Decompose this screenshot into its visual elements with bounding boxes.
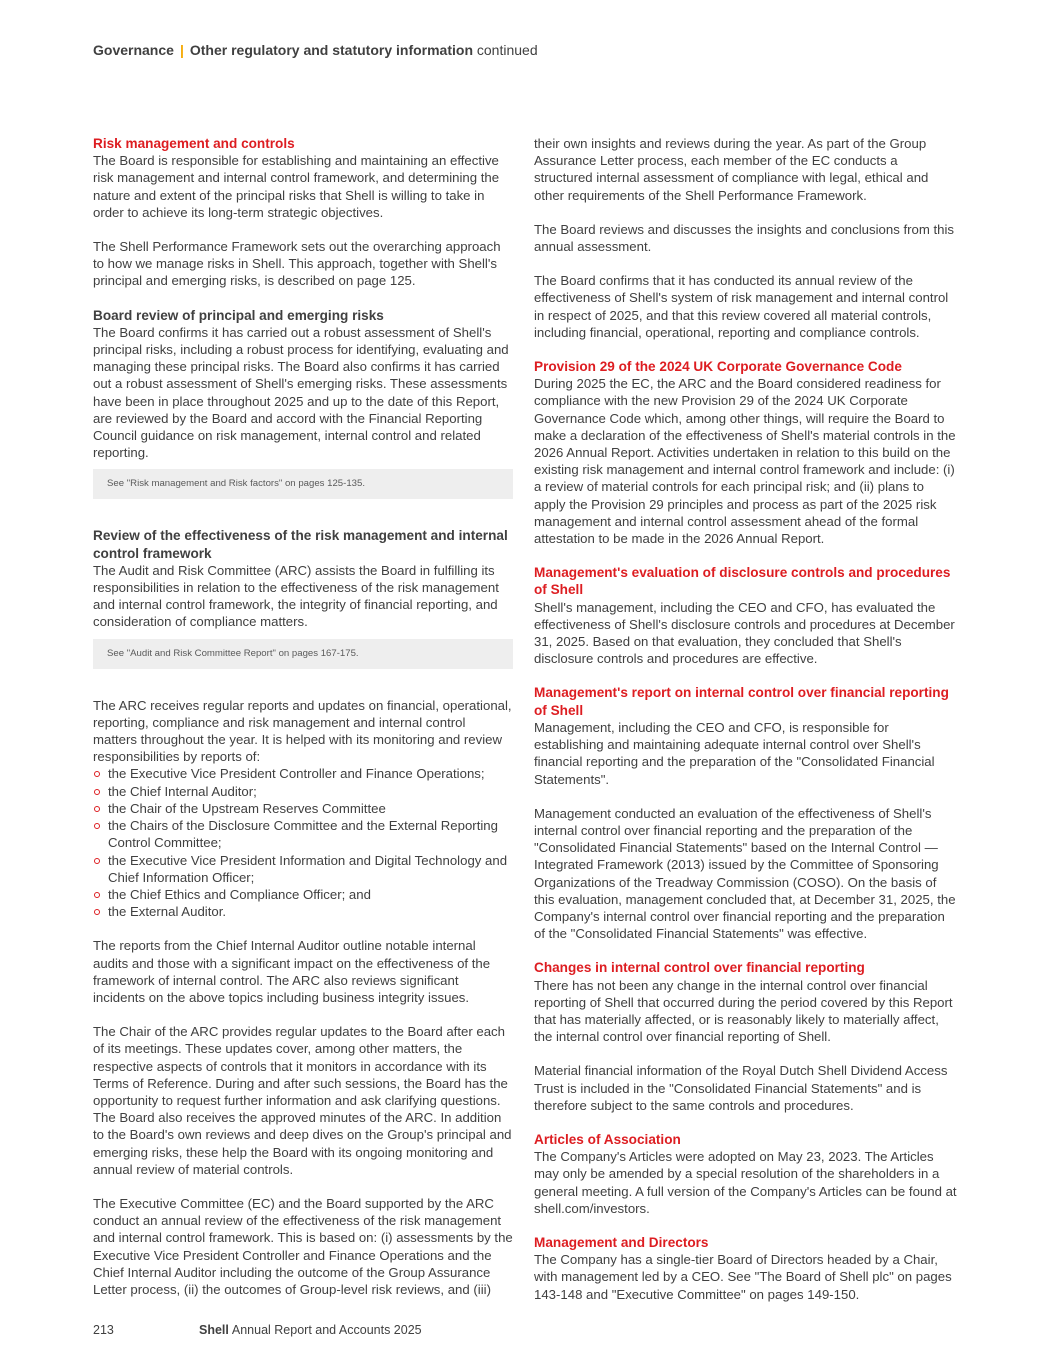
list-item: the Chairs of the Disclosure Committee and the External Reporting Control Committee; — [93, 817, 513, 851]
left-column — [93, 135, 513, 1315]
paragraph: The Company has a single-tier Board of Directors headed by a Chair, with management led by a CEO. See "The Board of Shell plc" on pages 143-148 and "Executive Committee" on pages 149-150. — [534, 1252, 952, 1302]
list-item: the Chief Ethics and Compliance Officer; and — [93, 886, 513, 903]
page-number: 213 — [93, 1323, 114, 1337]
heading-risk-management: Risk management and controls — [93, 136, 295, 151]
list-item: the Executive Vice President Information and Digital Technology and Chief Information Officer; — [93, 852, 513, 886]
list-item: the Executive Vice President Controller and Finance Operations; — [93, 765, 513, 782]
brand-name: Shell — [199, 1323, 229, 1337]
list-item: the Chair of the Upstream Reserves Committee — [93, 800, 513, 817]
paragraph: The Board confirms that it has conducted its annual review of the effectiveness of Shell's system of risk management and internal control in respect of 2025, and that this review covered all material controls, including financial, operational, reporting and compliance controls. — [534, 273, 949, 340]
paragraph: The Shell Performance Framework sets out the overarching approach to how we manage risks in Shell. This approach, together with Shell's principal and emerging risks, is described on page 125. — [93, 239, 501, 289]
paragraph: The reports from the Chief Internal Auditor outline notable internal audits and those with a significant impact on the effectiveness of the framework of internal control. The ARC also reviews significant incidents on the above topics including business integrity issues. — [93, 938, 491, 1005]
heading-provision-29: Provision 29 of the 2024 UK Corporate Governance Code — [534, 359, 902, 375]
right-column — [534, 135, 959, 1320]
paragraph: The ARC receives regular reports and updates on financial, operational, reporting, compliance and risk management and internal control matters throughout the year. It is helped with its monitoring and review responsibilities by reports of: — [93, 697, 512, 765]
paragraph: Shell's management, including the CEO and CFO, has evaluated the effectiveness of Shell's disclosure controls and procedures at December 31, 2025. Based on that evaluation, they concluded that Shell's disclosure controls and procedures are effective. — [534, 599, 955, 667]
footer-brand — [199, 1323, 422, 1337]
header-separator: | — [179, 42, 184, 58]
paragraph: Management conducted an evaluation of the effectiveness of Shell's internal control over financial reporting and the preparation of the "Consolidated Financial Statements" based on the Internal Control — Integrated Framework (2013) issued by the Committee of Sponsoring Organizations of the Treadway Commission (COSO). On the basis of this evaluation, management concluded that, at December 31, 2025, the Company's internal control over financial reporting and the preparation of the "Consolidated Financial Statements" was effective. — [534, 805, 956, 942]
header-suffix: continued — [476, 42, 538, 58]
heading-board-review: Board review of principal and emerging risks — [93, 307, 384, 323]
list-item: the External Auditor. — [93, 903, 513, 920]
heading-disclosure-controls: Management's evaluation of disclosure controls and procedures of Shell — [534, 565, 951, 598]
header-title: Other regulatory and statutory information — [189, 42, 473, 58]
paragraph: The Audit and Risk Committee (ARC) assists the Board in fulfilling its responsibilities in relation to the effectiveness of the risk management and internal control framework, the integrity of financial reporting, and consideration of compliance matters. — [93, 562, 499, 630]
header-section: Governance — [93, 42, 174, 58]
paragraph: The Company's Articles were adopted on May 23, 2023. The Articles may only be amended by a special resolution of the shareholders in a general meeting. A full version of the Company's Articles can be found at shell.com/investors. — [534, 1149, 957, 1216]
paragraph: their own insights and reviews during the year. As part of the Group Assurance Letter process, each member of the EC conducts a structured internal assessment of compliance with legal, ethical and other requirements of the Shell Performance Framework. — [534, 136, 929, 203]
heading-articles-of-association: Articles of Association — [534, 1131, 681, 1147]
paragraph: During 2025 the EC, the ARC and the Board considered readiness for compliance with the new Provision 29 of the 2024 UK Corporate Governance Code which, among other things, will require the Board to make a declaration of the effectiveness of Shell's material controls in the 2026 Annual Report. Activities undertaken in relation to this build on the existing risk management and internal control framework and include: (i) a review of material controls for each principal risk; and (ii) plans to apply the Provision 29 principles and process as part of the 2025 risk management and internal control assessment ahead of the formal attestation to be made in the 2026 Annual Report. — [534, 376, 956, 547]
report-title: Annual Report and Accounts 2025 — [231, 1323, 422, 1337]
page-footer — [93, 1323, 422, 1337]
report-list — [93, 765, 513, 920]
cross-reference-note: See "Audit and Risk Committee Report" on pages 167-175. — [93, 639, 513, 669]
running-header — [93, 42, 538, 58]
paragraph: Material financial information of the Royal Dutch Shell Dividend Access Trust is included in the "Consolidated Financial Statements" and is therefore subject to the same controls and procedures. — [534, 1063, 948, 1113]
paragraph: There has not been any change in the internal control over financial reporting of Shell that occurred during the period covered by this Report that has materially affected, or is reasonably likely to materially affect, the internal control over financial reporting of Shell. — [534, 977, 953, 1045]
heading-management-and-directors: Management and Directors — [534, 1234, 709, 1250]
paragraph: Management, including the CEO and CFO, is responsible for establishing and maintaining adequate internal control over Shell's financial reporting and the preparation of the "Consolidated Financial Statements". — [534, 719, 935, 787]
paragraph: The Board confirms it has carried out a robust assessment of Shell's principal risks, including a robust process for identifying, evaluating and managing these principal risks. The Board also confirms it has carried out a robust assessment of Shell's emerging risks. These assessments have been in place throughout 2025 and up to the date of this Report, are reviewed by the Board and accord with the Financial Reporting Council guidance on risk management, internal control and related reporting. — [93, 324, 509, 461]
heading-changes-internal-control: Changes in internal control over financial reporting — [534, 960, 865, 976]
paragraph: The Board reviews and discusses the insights and conclusions from this annual assessment. — [534, 221, 955, 255]
heading-effectiveness-review: Review of the effectiveness of the risk management and internal control framework — [93, 528, 508, 561]
paragraph: The Executive Committee (EC) and the Board supported by the ARC conduct an annual review of the effectiveness of the risk management and internal control framework. This is based on: (i) assessments by the Executive Vice President Controller and Finance Operations and the Chief Internal Auditor including the outcome of the Group Assurance Letter process, (ii) the outcomes of Group-level risk reviews, and (iii) — [93, 1195, 513, 1297]
heading-internal-control-report: Management's report on internal control over financial reporting of Shell — [534, 685, 949, 718]
cross-reference-note: See "Risk management and Risk factors" on pages 125-135. — [93, 469, 513, 499]
paragraph: The Chair of the ARC provides regular updates to the Board after each of its meetings. These updates cover, among other matters, the respective aspects of controls that it monitors in accordance with its Terms of Reference. During and after such sessions, the Board has the opportunity to request further information and ask clarifying questions. The Board also receives the approved minutes of the ARC. In addition to the Board's own reviews and deep dives on the Group's principal and emerging risks, these help the Board with its ongoing monitoring and annual review of material controls. — [93, 1024, 512, 1177]
list-item: the Chief Internal Auditor; — [93, 783, 513, 800]
paragraph: The Board is responsible for establishing and maintaining an effective risk management and internal control framework, and determining the nature and extent of the principal risks that Shell is willing to take in order to achieve its long-term strategic objectives. — [93, 153, 500, 220]
